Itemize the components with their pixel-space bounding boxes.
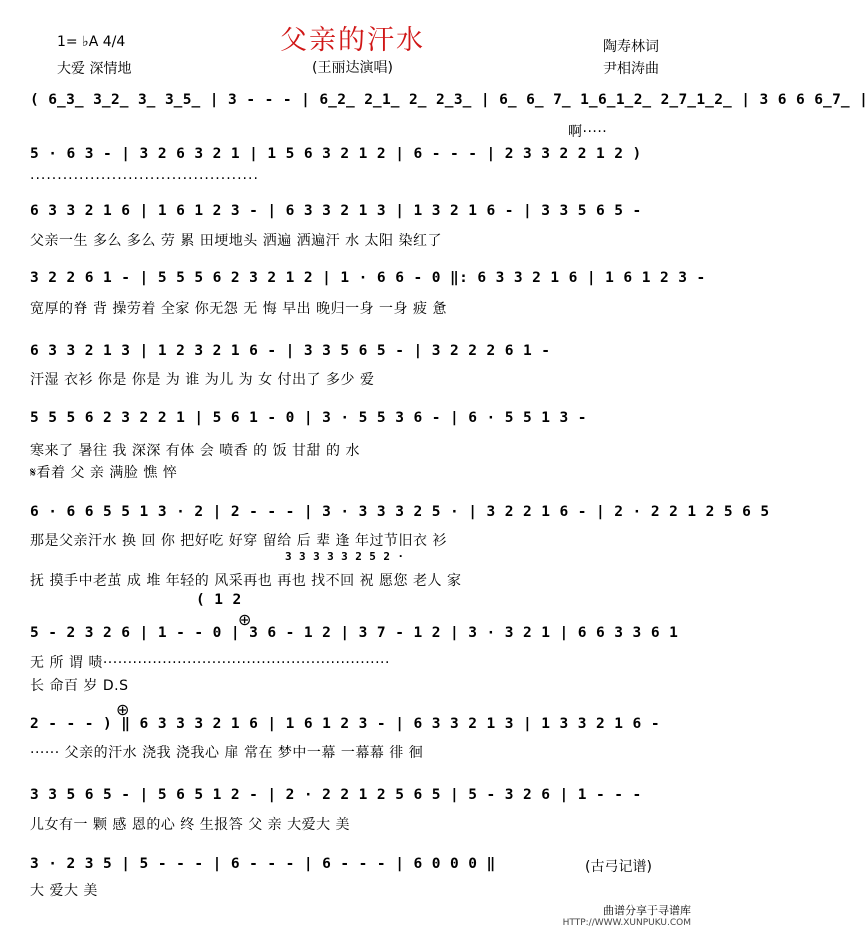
composer-credit: 尹相涛曲 xyxy=(603,61,659,77)
notation-system-10: 3 3 5 6 5 - | 5 6 5 1 2 - | 2 · 2 2 1 2 5 6 5 | 5 - 3 2 6 | 1 - - - xyxy=(30,787,642,803)
transcriber-credit: (古弓记谱) xyxy=(585,859,652,875)
lyricist-credit: 陶寿林词 xyxy=(603,39,659,55)
lyric-line-7a: 那是父亲汗水 换 回 你 把好吃 好穿 留给 后 辈 逢 年过节旧衣 衫 xyxy=(30,533,447,549)
source-credit: 曲谱分享于寻谱库 xyxy=(603,904,691,917)
lyric-line-11: 大 爱大 美 xyxy=(30,883,98,899)
lyric-line-6b: 𝄋看着 父 亲 满脸 憔 悴 xyxy=(30,465,178,481)
key-signature: 1= ♭A 4/4 xyxy=(57,34,126,50)
alternate-notes-7: 3 3 3 3 3 2 5 2 · xyxy=(285,550,405,563)
notation-system-6: 5 5 5 6 2 3 2 2 1 | 5 6 1 - 0 | 3 · 5 5 3 6 - | 6 · 5 5 1 3 - xyxy=(30,410,587,426)
notation-system-5: 6 3 3 2 1 3 | 1 2 3 2 1 6 - | 3 3 5 6 5 - | 3 2 2 2 6 1 - xyxy=(30,343,551,359)
lyric-line-6a: 寒来了 暑往 我 深深 有体 会 喷香 的 饭 甘甜 的 水 xyxy=(30,443,360,459)
notation-system-3: 6 3 3 2 1 6 | 1 6 1 2 3 - | 6 3 3 2 1 3 | 1 3 2 1 6 - | 3 3 5 6 5 - xyxy=(30,203,642,219)
coda-sign-icon-2: ⊕ xyxy=(116,700,130,719)
lyric-line-8a: 无 所 谓 啧·························································· xyxy=(30,655,390,671)
lyric-line-3: 父亲一生 多么 多么 劳 累 田埂地头 洒遍 洒遍汗 水 太阳 染红了 xyxy=(30,233,443,249)
lyric-line-4: 宽厚的脊 背 操劳着 全家 你无怨 无 悔 早出 晚归一身 一身 疲 惫 xyxy=(30,301,447,317)
notation-system-2: 5 · 6 3 - | 3 2 6 3 2 1 | 1 5 6 3 2 1 2 | 6 - - - | 2 3 3 2 2 1 2 ) xyxy=(30,146,642,162)
notation-system-7: 6 · 6 6 5 5 1 3 · 2 | 2 - - - | 3 · 3 3 3 2 5 · | 3 2 2 1 6 - | 2 · 2 2 1 2 5 6 5 xyxy=(30,504,770,520)
lyric-line-5: 汗湿 衣衫 你是 你是 为 谁 为儿 为 女 付出了 多少 爱 xyxy=(30,372,375,388)
coda-sign-icon: ⊕ xyxy=(238,610,252,629)
source-url: HTTP://WWW.XUNPUKU.COM xyxy=(562,918,691,928)
lyric-line-1: 啊····· xyxy=(568,124,608,140)
notation-system-4: 3 2 2 6 1 - | 5 5 5 6 2 3 2 1 2 | 1 · 6 6 - 0 ‖: 6 3 3 2 1 6 | 1 6 1 2 3 - xyxy=(30,270,706,286)
coda-bracket: ( 1 2 xyxy=(196,592,242,608)
notation-system-1: ( 6̲3̲ 3̲2̲ 3̲ 3̲5̲ | 3 - - - | 6̲2̲ 2̲1̲ 2̲ 2̲3̲ | 6̲ 6̲ 7̲ 1̲6̲1̲2̲ 2̲7̲1̲2̲ | 3 6 6 6̲7̲ | xyxy=(30,92,868,108)
lyric-line-9: ······ 父亲的汗水 浇我 浇我心 扉 常在 梦中一幕 一幕幕 徘 徊 xyxy=(30,745,424,761)
lyric-line-10: 儿女有一 颗 感 恩的心 终 生报答 父 亲 大爱大 美 xyxy=(30,817,351,833)
tempo-style: 大爱 深情地 xyxy=(57,61,132,77)
notation-system-8: 5 - 2 3 2 6 | 1 - - 0 | 3 6 - 1 2 | 3 7 - 1 2 | 3 · 3 2 1 | 6 6 3 3 6 1 xyxy=(30,625,679,641)
notation-system-11: 3 · 2 3 5 | 5 - - - | 6 - - - | 6 - - - | 6 0 0 0 ‖ xyxy=(30,856,496,872)
lyric-line-7b: 抚 摸手中老茧 成 堆 年轻的 风采再也 再也 找不回 祝 愿您 老人 家 xyxy=(30,573,462,589)
singer-credit: (王丽达演唱) xyxy=(312,60,393,76)
song-title: 父亲的汗水 xyxy=(280,25,425,56)
lyric-line-2: ·········································· xyxy=(30,171,259,187)
lyric-line-8b: 长 命百 岁 D.S xyxy=(30,678,129,694)
notation-system-9: 2 - - - ) ‖ 6 3 3 3 2 1 6 | 1 6 1 2 3 - | 6 3 3 2 1 3 | 1 3 3 2 1 6 - xyxy=(30,716,660,732)
